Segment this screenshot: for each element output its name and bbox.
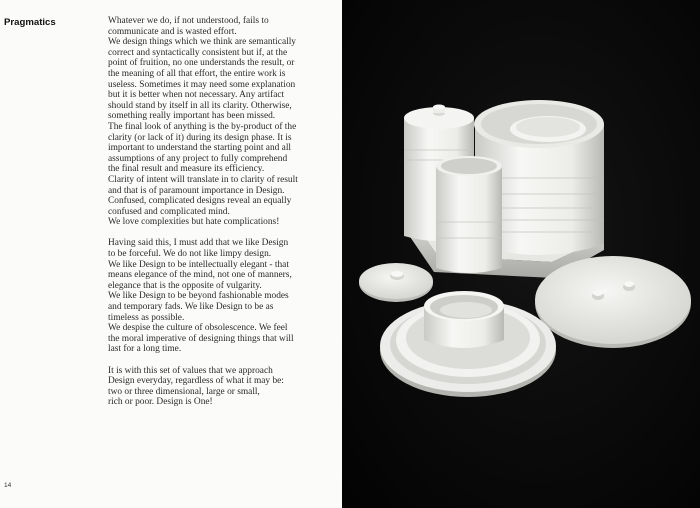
text-line: and temporary fads. We like Design to be as [108, 302, 274, 313]
tableware-photo [342, 0, 700, 508]
text-line: important to understand the starting point and all [108, 143, 292, 154]
page-title: Pragmatics [4, 17, 56, 28]
text-line: We like Design to be intellectually elegant - that [108, 259, 289, 270]
paragraph-3 [108, 366, 338, 408]
text-line: but it is better when not necessary. Any artifact [108, 90, 285, 101]
text-line: assumptions of any project to fully comprehend [108, 153, 288, 164]
text-line: elegance that is the opposite of vulgarity. [108, 280, 262, 291]
text-line: We love complexities but hate complications! [108, 217, 280, 228]
text-line: to be forceful. We do not like limpy design. [108, 249, 272, 260]
text-line: the moral imperative of designing things that will [108, 333, 294, 344]
text-line: rich or poor. Design is One! [108, 397, 213, 408]
text-line: It is with this set of values that we approach [108, 365, 273, 376]
text-line: useless. Sometimes it may need some explanation [108, 79, 296, 90]
tall-cup [436, 156, 502, 273]
text-line: the final result and measure its efficiency. [108, 164, 265, 175]
text-line: timeless as possible. [108, 312, 185, 323]
text-line: and that is of paramount importance in Design. [108, 185, 285, 196]
text-line: Having said this, I must add that we like Design [108, 238, 289, 249]
text-line: We like Design to be beyond fashionable modes [108, 291, 289, 302]
text-line: communicate and is wasted effort. [108, 26, 237, 37]
text-line: confused and complicated mind. [108, 206, 230, 217]
bowl [424, 291, 504, 348]
small-lid [359, 263, 433, 302]
text-line: We design things which we think are semantically [108, 37, 296, 48]
text-line: two or three dimensional, large or small, [108, 386, 260, 397]
paragraph-2 [108, 238, 338, 355]
text-line: Whatever we do, if not understood, fails to [108, 16, 269, 26]
text-line: The final look of anything is the by-product of the [108, 121, 297, 132]
body-text [108, 16, 338, 419]
text-line: We despise the culture of obsolescence. We feel [108, 323, 288, 334]
left-page [0, 0, 342, 508]
text-line: clarity (or lack of it) during its design phase. It is [108, 132, 292, 143]
text-line: the meaning of all that effort, the entire work is [108, 68, 286, 79]
text-line: should stand by itself in all its clarity. Otherwise, [108, 100, 292, 111]
text-line: last for a long time. [108, 344, 182, 355]
text-line: something really important has been missed. [108, 111, 276, 122]
text-line: Clarity of intent will translate in to clarity of result [108, 174, 298, 185]
text-line: Confused, complicated designs reveal an equally [108, 196, 292, 207]
right-page-photo [342, 0, 700, 508]
page-number: 14 [4, 482, 12, 489]
text-line: Design everyday, regardless of what it may be: [108, 376, 284, 387]
text-line: correct and syntactically consistent but if, at the [108, 47, 288, 58]
paragraph-1 [108, 16, 338, 228]
text-line: point of fruition, no one understands the result, or [108, 58, 295, 69]
large-round-lid [535, 256, 691, 348]
text-line: means elegance of the mind, not one of manners, [108, 270, 292, 281]
